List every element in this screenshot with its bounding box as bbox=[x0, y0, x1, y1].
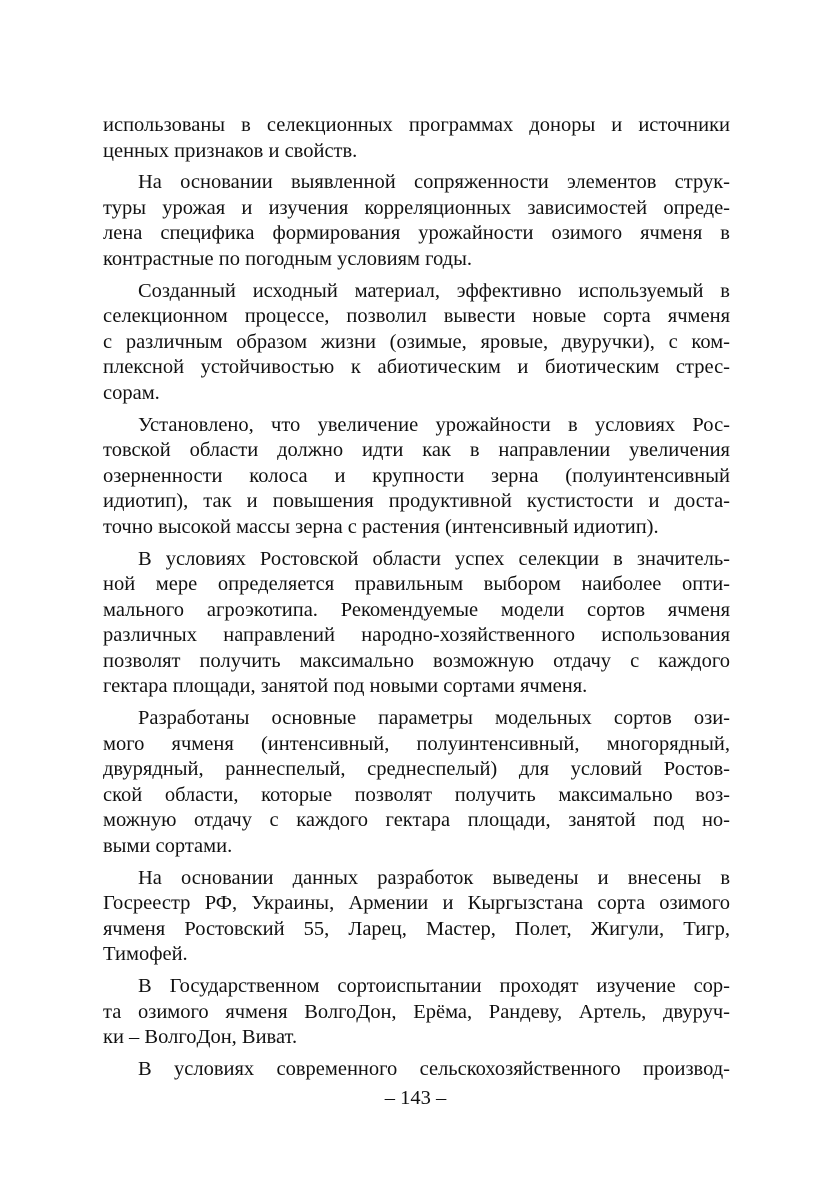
text-line: плексной устойчивостью к абиотическим и биотическим стрес- bbox=[103, 356, 730, 379]
text-line: ценных признаков и свойств. bbox=[103, 139, 358, 162]
text-line: ки – ВолгоДон, Виват. bbox=[103, 1026, 298, 1049]
text-line: товской области должно идти как в направлении увеличения bbox=[103, 439, 730, 462]
text-line: лена специфика формирования урожайности озимого ячменя в bbox=[103, 222, 730, 245]
text-line: с различным образом жизни (озимые, яровые, двуручки), с ком- bbox=[103, 330, 730, 353]
text-line: идиотип), так и повышения продуктивной кустистости и доста- bbox=[103, 490, 730, 513]
text-line: ской области, которые позволят получить максимально воз- bbox=[103, 783, 730, 806]
text-line: ячменя Ростовский 55, Ларец, Мастер, Полет, Жигули, Тигр, bbox=[103, 917, 730, 940]
text-line: можную отдачу с каждого гектара площади, занятой под но- bbox=[103, 809, 730, 832]
text-line: выми сортами. bbox=[103, 835, 233, 858]
text-line: Тимофей. bbox=[103, 943, 188, 966]
text-line: та озимого ячменя ВолгоДон, Ерёма, Рандеву, Артель, двуруч- bbox=[103, 1000, 730, 1023]
paragraph-5 bbox=[103, 547, 730, 701]
text-line: Разработаны основные параметры модельных сортов ози- bbox=[138, 707, 730, 730]
text-line: различных направлений народно-хозяйственного использования bbox=[103, 624, 730, 647]
paragraph-2 bbox=[103, 170, 730, 272]
text-line: Госреестр РФ, Украины, Армении и Кыргызстана сорта озимого bbox=[103, 892, 730, 915]
text-line: двурядный, раннеспелый, среднеспелый) для условий Ростов- bbox=[103, 758, 730, 781]
text-line: В Государственном сортоиспытании проходят изучение сор- bbox=[138, 975, 730, 997]
paragraph-9 bbox=[103, 1057, 730, 1083]
page-number: – 143 – bbox=[384, 1087, 447, 1109]
paragraph-4 bbox=[103, 413, 730, 541]
text-line: гектара площади, занятой под новыми сортами ячменя. bbox=[103, 675, 588, 698]
text-line: Созданный исходный материал, эффективно используемый в bbox=[138, 279, 730, 302]
text-line: На основании данных разработок выведены и внесены в bbox=[138, 866, 730, 889]
text-line: мого ячменя (интенсивный, полуинтенсивный, многорядный, bbox=[103, 732, 730, 755]
paragraph-1 bbox=[103, 113, 730, 164]
text-line: озерненности колоса и крупности зерна (полуинтенсивный bbox=[103, 464, 730, 487]
text-line: На основании выявленной сопряженности элементов струк- bbox=[138, 171, 730, 194]
text-line: селекционном процессе, позволил вывести новые сорта ячменя bbox=[103, 305, 730, 328]
paragraph-6 bbox=[103, 706, 730, 860]
text-line: Установлено, что увеличение урожайности в условиях Рос- bbox=[138, 413, 730, 436]
text-line: позволят получить максимально возможную отдачу с каждого bbox=[103, 649, 730, 672]
body-text bbox=[103, 113, 730, 1088]
text-line: В условиях Ростовской области успех селекции в значитель- bbox=[138, 547, 730, 570]
paragraph-8 bbox=[103, 974, 730, 1051]
text-line: мального агроэкотипа. Рекомендуемые модели сортов ячменя bbox=[103, 598, 730, 621]
text-line: ной мере определяется правильным выбором наиболее опти- bbox=[103, 573, 730, 596]
paragraph-3 bbox=[103, 279, 730, 407]
text-line: контрастные по погодным условиям годы. bbox=[103, 247, 473, 270]
text-line: туры урожая и изучения корреляционных зависимостей опреде- bbox=[103, 196, 730, 219]
text-line: использованы в селекционных программах доноры и источники bbox=[103, 114, 730, 136]
paragraph-7 bbox=[103, 866, 730, 968]
text-line: точно высокой массы зерна с растения (интенсивный идиотип). bbox=[103, 515, 659, 538]
text-line: сорам. bbox=[103, 381, 160, 404]
text-line: В условиях современного сельскохозяйственного производ- bbox=[138, 1057, 730, 1080]
